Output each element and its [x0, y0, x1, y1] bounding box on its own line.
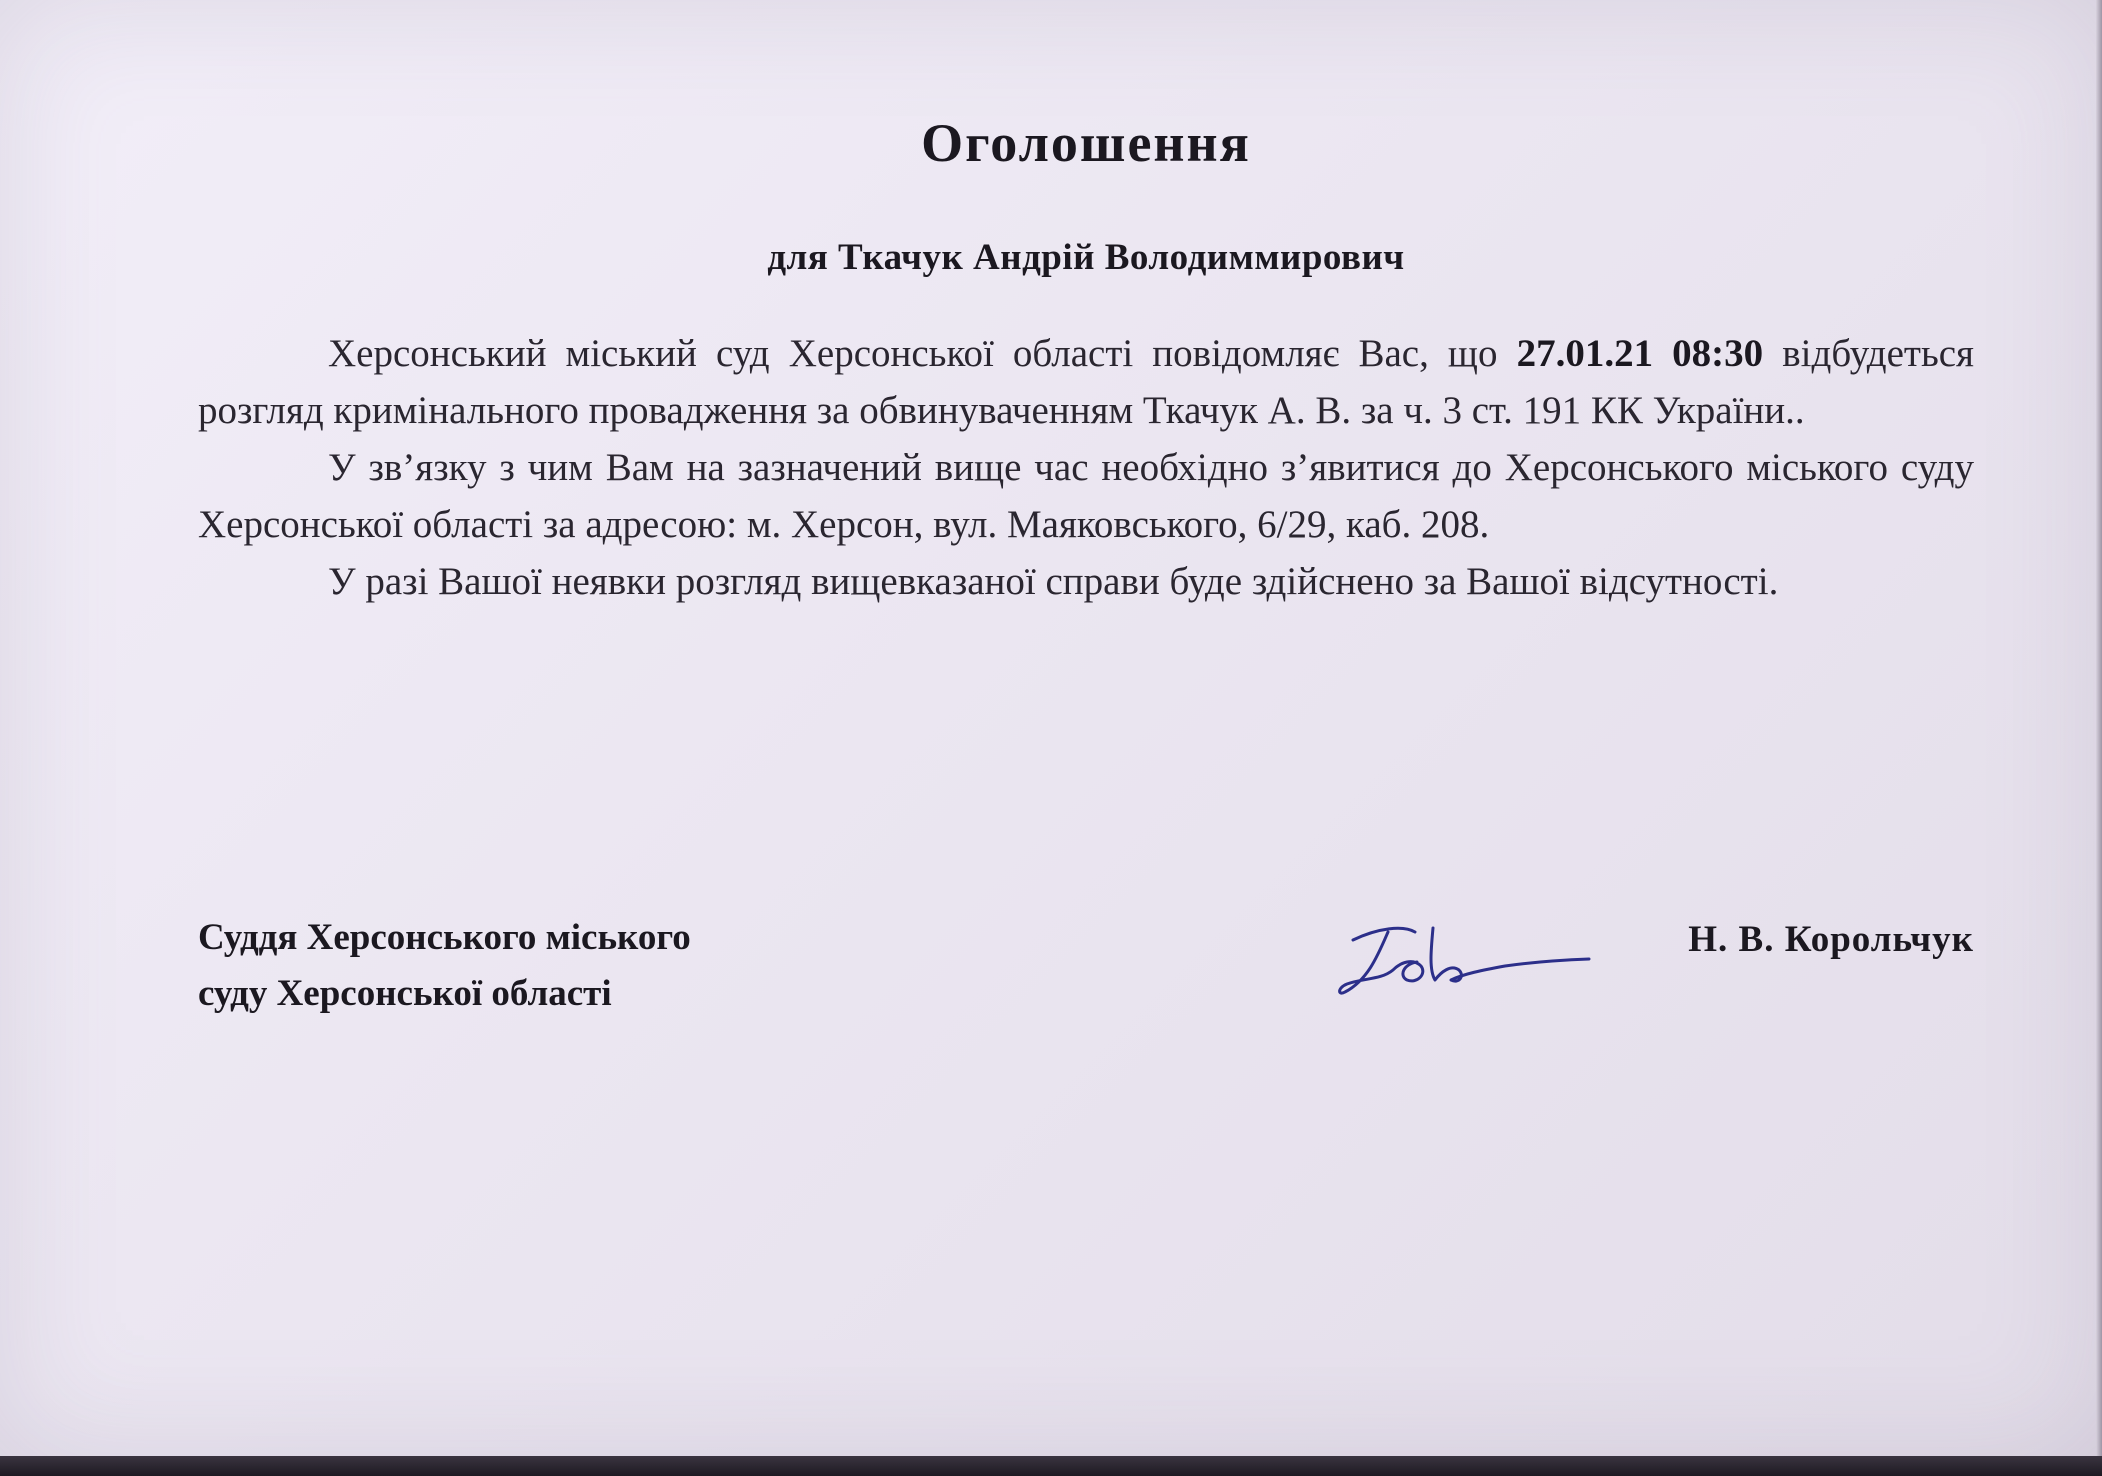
handwritten-signature [1333, 910, 1593, 1010]
document-addressee: для Ткачук Андрій Володиммирович [767, 237, 1405, 278]
hearing-datetime: 27.01.21 08:30 [1516, 332, 1764, 375]
signatory-name: Н. В. Корольчук [1688, 919, 1974, 960]
signatory-position-line-1: Суддя Херсонського міського [198, 917, 691, 958]
paragraph-appearance-address: У зв’язку з чим Вам на зазначений вище час необхідно з’явитися до Херсонського міського суду Херсонської області за адресою: м. Херсон, вул. Маяковського, 6/29, каб. 208. [198, 446, 1974, 546]
signatory-position [198, 910, 691, 1022]
signatory-position-line-2: суду Херсонської області [198, 973, 612, 1014]
paragraph-hearing-notice-start: Херсонський міський суд Херсонської області повідомляє Вас, що [328, 332, 1517, 375]
paragraph-hearing-notice-end: відбудеться розгляд кримінального провадження за обвинуваченням Ткачук А. В. за ч. 3 ст. 191 КК України.. [198, 332, 1974, 432]
paragraph-hearing-notice [198, 325, 1974, 439]
paragraph-absence-warning: У разі Вашої неявки розгляд вищевказаної справи буде здійснено за Вашої відсутності. [328, 560, 1779, 603]
document-title: Оголошення [921, 113, 1251, 173]
table-surface [0, 1456, 2102, 1476]
document-body [198, 325, 1974, 610]
paper-right-edge [2096, 0, 2102, 1456]
